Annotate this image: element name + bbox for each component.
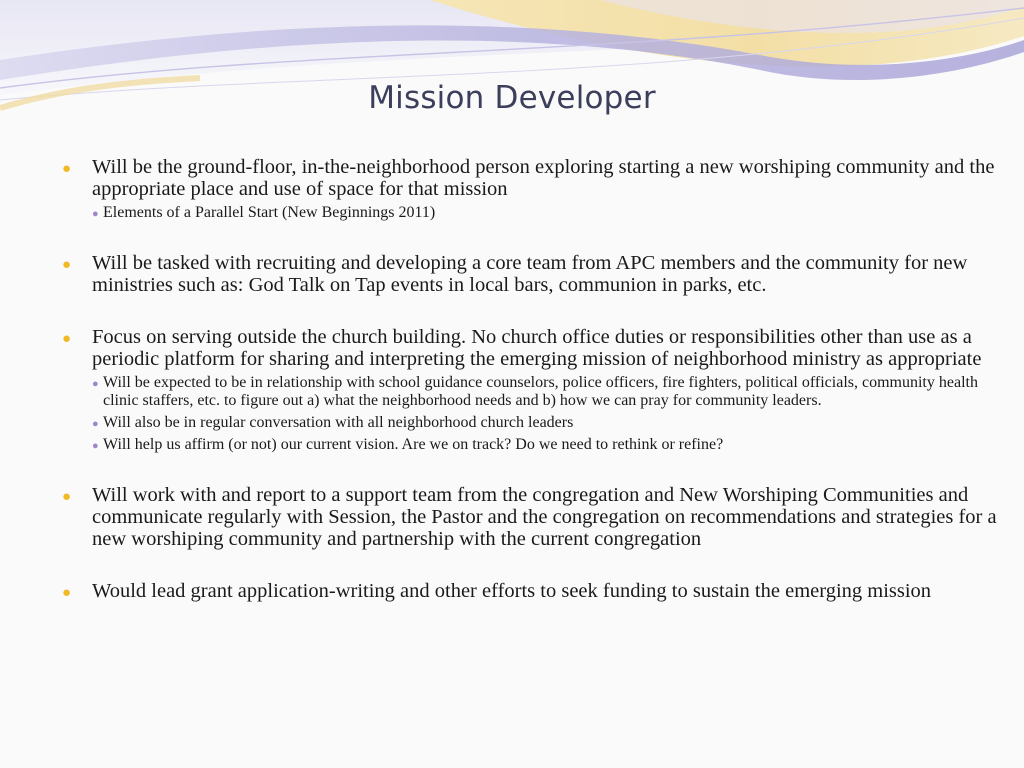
bullet-text: Focus on serving outside the church building. No church office duties or responsibilities other than use as a periodic platform for sharing and interpreting the emerging mission of neighborhood ministry as appropriate bbox=[92, 326, 982, 370]
sub-bullet-item bbox=[62, 436, 1002, 454]
bullet-item bbox=[62, 484, 1002, 550]
sub-bullet-text: Will also be in regular conversation with all neighborhood church leaders bbox=[103, 414, 574, 431]
sub-bullet-marker-icon: ● bbox=[92, 208, 99, 220]
sub-bullet-text: Will help us affirm (or not) our current vision. Are we on track? Do we need to rethink or refine? bbox=[103, 436, 724, 453]
decorative-swoosh bbox=[0, 0, 1024, 140]
bullet-item bbox=[62, 156, 1002, 200]
bullet-marker-icon: ● bbox=[62, 257, 72, 273]
sub-bullet-item bbox=[62, 204, 1002, 222]
bullet-text: Will be tasked with recruiting and developing a core team from APC members and the community for new ministries such as: God Talk on Tap events in local bars, communion in parks, etc. bbox=[92, 252, 968, 296]
bullet-text: Would lead grant application-writing and other efforts to seek funding to sustain the emerging mission bbox=[92, 580, 932, 602]
slide-title: Mission Developer bbox=[368, 80, 656, 116]
sub-bullet-marker-icon: ● bbox=[92, 378, 99, 390]
sub-bullet-text: Will be expected to be in relationship with school guidance counselors, police officers, fire fighters, political officials, community health clinic staffers, etc. to figure out a) what the neighborhood needs and b) how we can pray for community leaders. bbox=[103, 374, 978, 409]
bullet-marker-icon: ● bbox=[62, 489, 72, 505]
bullet-list bbox=[62, 156, 1002, 602]
bullet-text: Will work with and report to a support team from the congregation and New Worshiping Communities and communicate regularly with Session, the Pastor and the congregation on recommendations and strategies for a new worshiping community and partnership with the current congregation bbox=[92, 484, 997, 550]
bullet-marker-icon: ● bbox=[62, 331, 72, 347]
bullet-marker-icon: ● bbox=[62, 161, 72, 177]
bullet-item bbox=[62, 580, 1002, 602]
sub-bullet-item bbox=[62, 414, 1002, 432]
bullet-marker-icon: ● bbox=[62, 585, 72, 601]
sub-bullet-marker-icon: ● bbox=[92, 418, 99, 430]
bullet-item bbox=[62, 252, 1002, 296]
bullet-item bbox=[62, 326, 1002, 370]
sub-bullet-item bbox=[62, 374, 1002, 410]
bullet-text: Will be the ground-floor, in-the-neighborhood person exploring starting a new worshiping community and the appropriate place and use of space for that mission bbox=[92, 156, 995, 200]
sub-bullet-text: Elements of a Parallel Start (New Beginnings 2011) bbox=[103, 204, 436, 221]
sub-bullet-marker-icon: ● bbox=[92, 440, 99, 452]
